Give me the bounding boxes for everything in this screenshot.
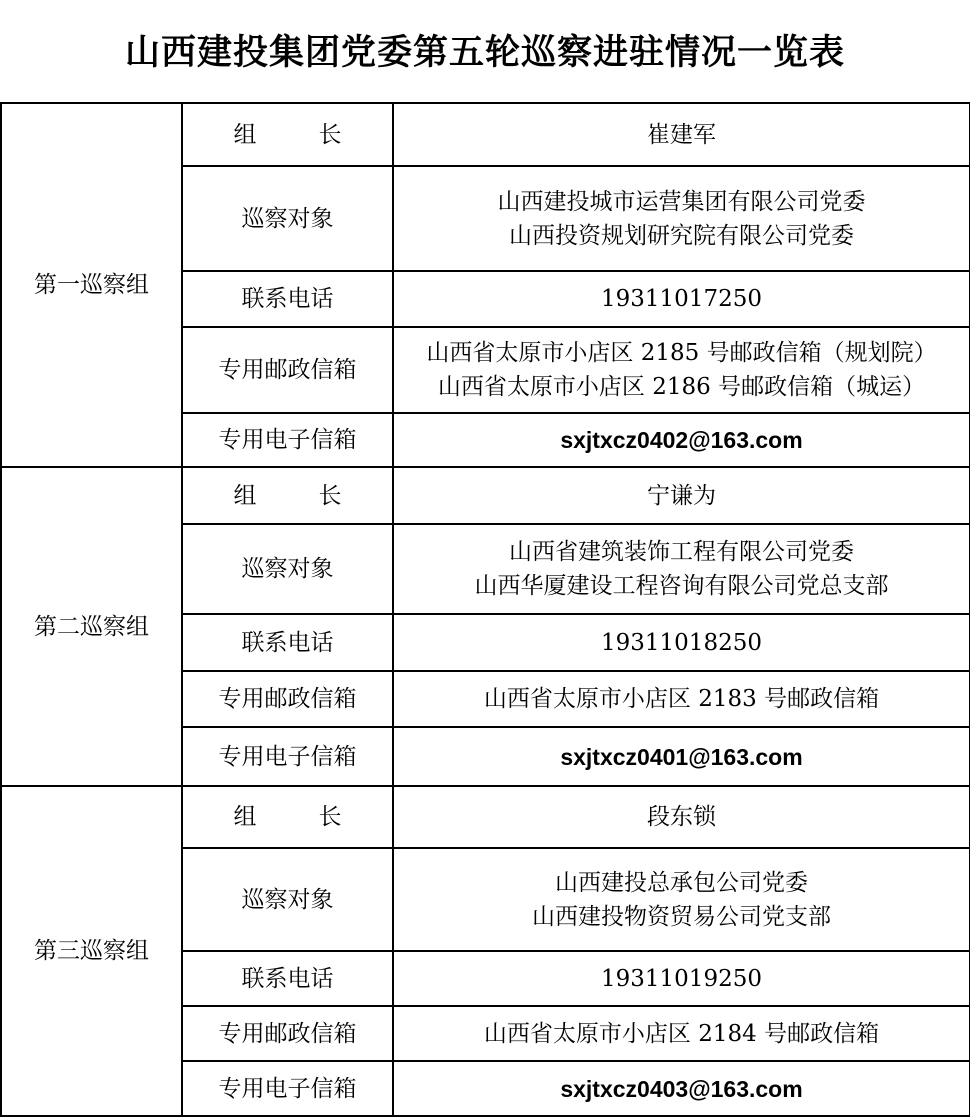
leader-name: 崔建军 bbox=[393, 103, 970, 166]
group-name: 第一巡察组 bbox=[1, 103, 182, 467]
phone-label: 联系电话 bbox=[182, 951, 393, 1006]
target-label: 巡察对象 bbox=[182, 166, 393, 271]
group-name: 第三巡察组 bbox=[1, 786, 182, 1116]
postal-value bbox=[393, 327, 970, 413]
target-line: 山西省建筑装饰工程有限公司党委 bbox=[509, 539, 854, 565]
phone-value: 19311018250 bbox=[393, 614, 970, 671]
leader-label bbox=[182, 467, 393, 524]
leader-label-char: 长 bbox=[318, 482, 342, 509]
email-value: sxjtxcz0402@163.com bbox=[393, 413, 970, 467]
target-value bbox=[393, 848, 970, 951]
target-value bbox=[393, 524, 970, 614]
target-line: 山西投资规划研究院有限公司党委 bbox=[509, 222, 854, 249]
postal-label: 专用邮政信箱 bbox=[182, 671, 393, 727]
phone-label: 联系电话 bbox=[182, 614, 393, 671]
email-value: sxjtxcz0403@163.com bbox=[393, 1061, 970, 1116]
page-title: 山西建投集团党委第五轮巡察进驻情况一览表 bbox=[124, 32, 845, 73]
email-label: 专用电子信箱 bbox=[182, 413, 393, 467]
phone-label: 联系电话 bbox=[182, 271, 393, 327]
phone-value: 19311017250 bbox=[393, 271, 970, 327]
table-row bbox=[1, 103, 970, 166]
leader-label-char: 组 bbox=[233, 804, 257, 830]
group-name: 第二巡察组 bbox=[1, 467, 182, 786]
email-label: 专用电子信箱 bbox=[182, 727, 393, 786]
target-line: 山西建投总承包公司党委 bbox=[555, 869, 808, 896]
postal-label: 专用邮政信箱 bbox=[182, 1006, 393, 1061]
postal-value bbox=[393, 671, 970, 727]
target-label: 巡察对象 bbox=[182, 524, 393, 614]
leader-label-char: 组 bbox=[233, 482, 257, 509]
postal-value bbox=[393, 1006, 970, 1061]
target-line: 山西建投物资贸易公司党支部 bbox=[532, 903, 831, 930]
postal-line: 山西省太原市小店区 2185 号邮政信箱（规划院） bbox=[426, 340, 937, 366]
leader-label bbox=[182, 103, 393, 166]
leader-label-char: 长 bbox=[318, 804, 342, 830]
target-label: 巡察对象 bbox=[182, 848, 393, 951]
inspection-table bbox=[0, 102, 970, 1117]
email-value: sxjtxcz0401@163.com bbox=[393, 727, 970, 786]
table-row bbox=[1, 467, 970, 524]
target-line: 山西建投城市运营集团有限公司党委 bbox=[497, 188, 866, 215]
leader-name: 宁谦为 bbox=[393, 467, 970, 524]
postal-line: 山西省太原市小店区 2184 号邮政信箱 bbox=[483, 1020, 880, 1047]
leader-label-char: 组 bbox=[233, 121, 257, 148]
leader-name: 段东锁 bbox=[393, 786, 970, 848]
target-line: 山西华厦建设工程咨询有限公司党总支部 bbox=[474, 573, 889, 599]
postal-label: 专用邮政信箱 bbox=[182, 327, 393, 413]
target-value bbox=[393, 166, 970, 271]
email-label: 专用电子信箱 bbox=[182, 1061, 393, 1116]
postal-line: 山西省太原市小店区 2183 号邮政信箱 bbox=[483, 686, 880, 712]
leader-label-char: 长 bbox=[318, 121, 342, 148]
phone-value: 19311019250 bbox=[393, 951, 970, 1006]
leader-label bbox=[182, 786, 393, 848]
postal-line: 山西省太原市小店区 2186 号邮政信箱（城运） bbox=[437, 374, 926, 400]
table-row bbox=[1, 786, 970, 848]
